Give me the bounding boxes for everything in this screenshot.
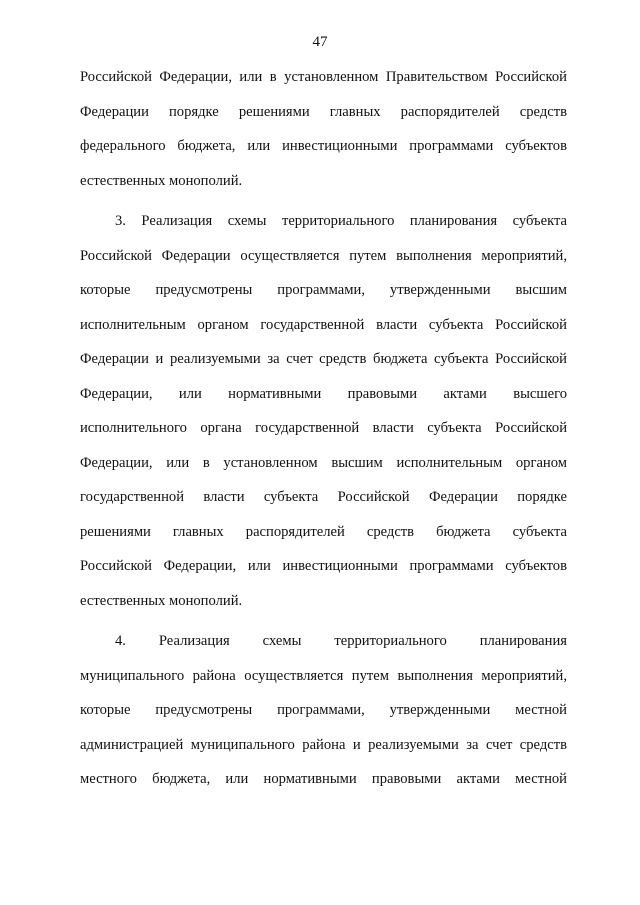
text-line: Российской Федерации, или инвестиционными программами субъектов <box>80 558 567 574</box>
text-line: естественных монополий. <box>80 592 243 609</box>
text-line: которые предусмотрены программами, утвержденными местной <box>80 702 567 718</box>
paragraph-1 <box>80 60 567 198</box>
text-line: государственной власти субъекта Российской Федерации порядке <box>80 489 567 505</box>
paragraph-3 <box>80 624 567 797</box>
page-number: 47 <box>312 34 328 50</box>
text-line: Федерации и реализуемыми за счет средств бюджета субъекта Российской <box>80 351 567 367</box>
text-line: решениями главных распорядителей средств бюджета субъекта <box>80 523 567 540</box>
text-line: естественных монополий. <box>80 172 243 189</box>
text-line: Российской Федерации, или в установленном Правительством Российской <box>80 69 567 85</box>
text-line: федерального бюджета, или инвестиционными программами субъектов <box>80 138 567 154</box>
text-line: исполнительного органа государственной власти субъекта Российской <box>80 420 567 436</box>
text-line: 3. Реализация схемы территориального планирования субъекта <box>115 213 567 229</box>
text-line: Федерации порядке решениями главных распорядителей средств <box>80 103 567 120</box>
text-line: 4. Реализация схемы территориального планирования <box>115 633 567 649</box>
paragraph-2 <box>80 204 567 618</box>
text-line: администрацией муниципального района и реализуемыми за счет средств <box>80 736 567 753</box>
text-line: местного бюджета, или нормативными правовыми актами местной <box>80 771 567 787</box>
text-line: муниципального района осуществляется путем выполнения мероприятий, <box>80 667 567 684</box>
text-line: Федерации, или в установленном высшим исполнительным органом <box>80 454 567 471</box>
text-line: которые предусмотрены программами, утвержденными высшим <box>80 282 567 298</box>
text-line: исполнительным органом государственной власти субъекта Российской <box>80 316 567 333</box>
text-line: Российской Федерации осуществляется путем выполнения мероприятий, <box>80 247 567 264</box>
text-line: Федерации, или нормативными правовыми актами высшего <box>80 385 567 402</box>
